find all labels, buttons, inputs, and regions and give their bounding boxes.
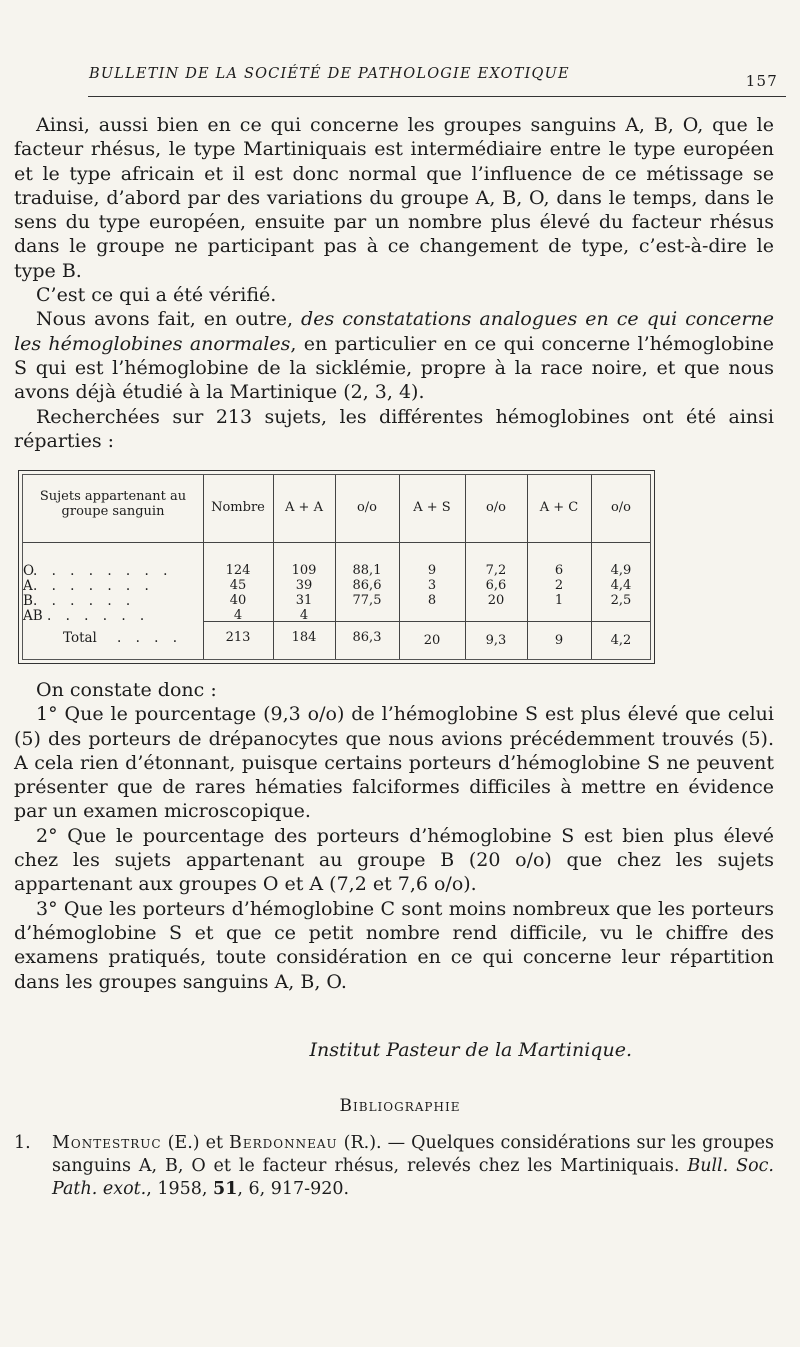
paragraph-7: 2° Que le pourcentage des porteurs d’hémoglobine S est bien plus élevé chez les sujets appartenant au groupe B (20 o/o) que chez les sujets appartenant aux groupes O et A (7,2 et 7,6 o/o). — [14, 824, 774, 896]
table-cell: 7,2 — [485, 563, 507, 578]
body-text-lower — [14, 678, 774, 994]
table-cell: 20 — [487, 593, 505, 608]
table-cell: 6,6 — [485, 578, 507, 593]
total-cell: 4,2 — [610, 633, 632, 648]
table-cell: 124 — [225, 563, 251, 578]
author-1: Montestruc — [52, 1133, 162, 1153]
header-group: Sujets appartenant au groupe sanguin — [39, 489, 187, 519]
table-cell: 1 — [554, 593, 564, 608]
total-dots: . . . . — [117, 630, 183, 646]
table-cell: 88,1 — [352, 563, 382, 578]
paragraph-6: 1° Que le pourcentage (9,3 o/o) de l’hémoglobine S est plus élevé que celui (5) des porteurs de drépanocytes que nous avions précédemment trouvés (5). A cela rien d’étonnant, puisque certains porteurs d’hémoglobine S ne peuvent présenter que de rares hématies falciformes difficiles à mettre en évidence par un examen microscopique. — [14, 703, 774, 823]
paragraph-1: Ainsi, aussi bien en ce qui concerne les groupes sanguins A, B, O, que le facteur rhésus, le type Martiniquais est intermédiaire entre le type européen et le type africain et il est donc normal que l’influence de ce métissage se traduise, d’abord par des variations du groupe A, B, O, dans le temps, dans le sens du type européen, ensuite par un nombre plus élevé du facteur rhésus dans le groupe ne participant pas à ce changement de type, c’est-à-dire le type B. — [14, 114, 774, 282]
table-cell: 9 — [427, 563, 437, 578]
reference-pages: , 6, 917-920. — [237, 1179, 350, 1199]
header-aa: A + A — [285, 500, 323, 515]
hemoglobin-table — [18, 470, 655, 664]
header-nombre: Nombre — [211, 500, 265, 515]
row-label: A — [23, 578, 33, 594]
row-label: B — [23, 593, 33, 609]
paragraph-3 — [14, 307, 774, 404]
table-cell: 6 — [554, 563, 564, 578]
header-ac-pct: o/o — [610, 500, 632, 515]
table-cell: 31 — [295, 593, 313, 608]
row-label: O — [23, 563, 35, 579]
table-cell: 2,5 — [610, 593, 632, 608]
total-cell: 86,3 — [352, 630, 382, 645]
table-cell: 45 — [229, 578, 247, 593]
reference-number: 1. — [14, 1133, 31, 1153]
table-cell: 4 — [299, 608, 309, 623]
paragraph-5: On constate donc : — [36, 679, 217, 701]
total-cell: 20 — [423, 633, 441, 648]
table-cell: 2 — [554, 578, 564, 593]
table-cell: 4 — [233, 608, 243, 623]
institution-signature: Institut Pasteur de la Martinique. — [309, 1039, 632, 1061]
row-dots: . . . . . . — [33, 593, 136, 609]
page-number: 157 — [745, 72, 778, 90]
total-cell: 213 — [225, 630, 251, 645]
header-aa-pct: o/o — [356, 500, 378, 515]
header-as-pct: o/o — [485, 500, 507, 515]
reference-journal: Bull. Soc. Path. exot. — [52, 1156, 774, 1199]
row-dots: . . . . . . . . — [33, 563, 173, 579]
total-label: Total — [63, 630, 97, 646]
table-cell: 4,4 — [610, 578, 632, 593]
header-rule — [88, 96, 786, 97]
paragraph-8: 3° Que les porteurs d’hémoglobine C sont moins nombreux que les porteurs d’hémoglobine S et que ce petit nombre rend difficile, vu le chiffre des examens pratiqués, toute considération en ce qui concerne leur répartition dans les groupes sanguins A, B, O. — [14, 897, 774, 993]
total-cell: 9,3 — [485, 633, 507, 648]
paragraph-3-start: Nous avons fait, en outre, — [36, 308, 302, 331]
table-cell: 8 — [427, 593, 437, 608]
header-as: A + S — [413, 500, 451, 515]
table-cell: 4,9 — [610, 563, 632, 578]
reference-1 — [14, 1132, 774, 1201]
bibliography-title: Bibliographie — [339, 1096, 461, 1116]
body-text-upper — [14, 113, 774, 453]
row-label: AB — [23, 608, 43, 624]
author-2: Berdonneau — [229, 1133, 338, 1153]
header-ac: A + C — [539, 500, 579, 515]
reference-body — [52, 1132, 774, 1201]
total-cell: 184 — [291, 630, 317, 645]
total-cell: 9 — [554, 633, 564, 648]
journal-title: BULLETIN DE LA SOCIÉTÉ DE PATHOLOGIE EXOTIQUE — [89, 66, 570, 82]
reference-connector: (E.) et — [161, 1133, 229, 1153]
table-cell: 3 — [427, 578, 437, 593]
row-dots: . . . . . . . — [33, 578, 154, 594]
paragraph-3-end: , en particulier en ce qui concerne l’hémoglobine S qui est l’hémoglobine de la sicklémie, propre à la race noire, et que nous avons déjà étudié à la Martinique (2, 3, 4). — [14, 332, 774, 404]
reference-title: (R.). — Quelques considérations sur les groupes sanguins A, B, O et le facteur rhésus, relevés chez les Martiniquais. — [52, 1133, 774, 1176]
table-cell: 109 — [291, 563, 317, 578]
table-cell: 40 — [229, 593, 247, 608]
paragraph-3-italic: des constatations analogues en ce qui concerne les hémoglobines anormales — [14, 308, 774, 355]
row-dots: . . . . . . — [47, 608, 150, 624]
reference-year: , 1958, — [146, 1179, 214, 1199]
table-cell: 86,6 — [352, 578, 382, 593]
paragraph-2: C’est ce qui a été vérifié. — [36, 284, 277, 307]
table-cell: 77,5 — [352, 593, 382, 608]
reference-volume: 51 — [213, 1179, 238, 1199]
paragraph-4: Recherchées sur 213 sujets, les différentes hémoglobines ont été ainsi réparties : — [14, 405, 774, 452]
table-cell: 39 — [295, 578, 313, 593]
